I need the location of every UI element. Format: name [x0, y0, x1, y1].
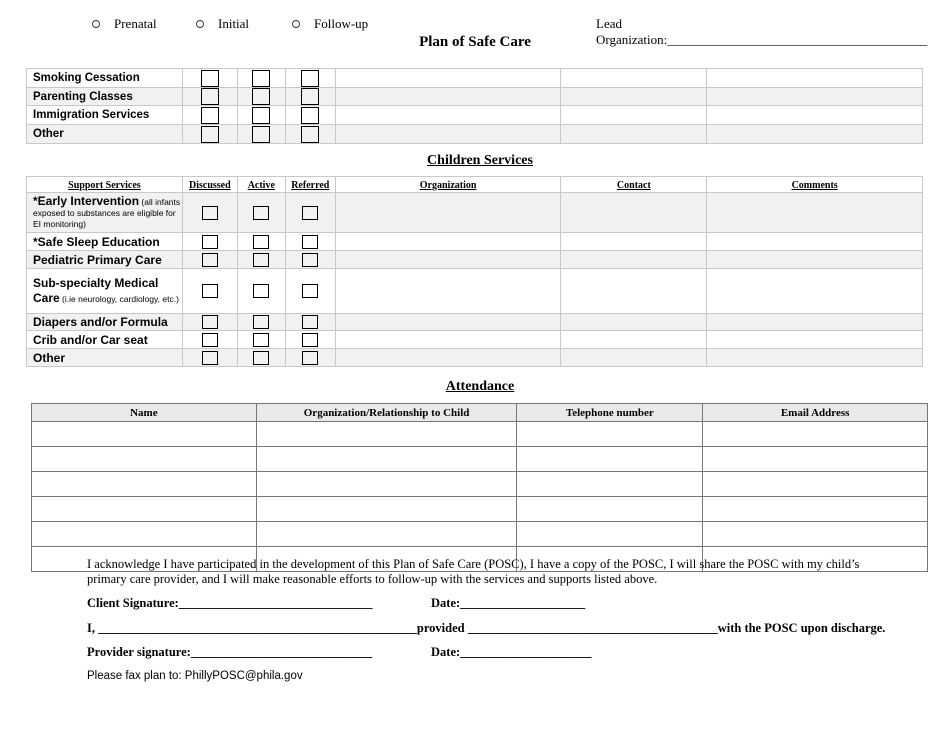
- children-services-table: [26, 176, 923, 367]
- followup-option[interactable]: Follow-up: [292, 16, 368, 32]
- organization-cell[interactable]: [335, 88, 561, 106]
- discussed-checkbox[interactable]: [202, 253, 218, 267]
- referred-checkbox[interactable]: [302, 253, 318, 267]
- name-cell[interactable]: [32, 422, 257, 447]
- column-header: Name: [32, 404, 257, 422]
- contact-cell[interactable]: [561, 251, 707, 269]
- contact-cell[interactable]: [561, 314, 707, 331]
- contact-cell[interactable]: [561, 349, 707, 367]
- organization-cell[interactable]: [335, 125, 561, 144]
- radio-icon: [196, 20, 204, 28]
- contact-cell[interactable]: [561, 331, 707, 349]
- active-checkbox[interactable]: [252, 88, 270, 105]
- table-row: [27, 125, 923, 144]
- parent-services-table: [26, 68, 923, 144]
- referred-checkbox[interactable]: [301, 126, 319, 143]
- client-date-field[interactable]: Date:____________________: [431, 596, 586, 610]
- discussed-checkbox[interactable]: [202, 351, 218, 365]
- relationship-cell[interactable]: [256, 447, 517, 472]
- discussed-checkbox[interactable]: [202, 284, 218, 298]
- discussed-checkbox[interactable]: [202, 206, 218, 220]
- name-cell[interactable]: [32, 472, 257, 497]
- service-label: *Safe Sleep Education: [33, 234, 160, 249]
- column-header: Organization: [335, 177, 561, 193]
- client-signature-field[interactable]: Client Signature:_______________________________: [87, 596, 373, 610]
- comments-cell[interactable]: [707, 69, 923, 88]
- active-checkbox[interactable]: [253, 315, 269, 329]
- column-header: Discussed: [182, 177, 237, 193]
- column-header: Telephone number: [517, 404, 703, 422]
- relationship-cell[interactable]: [256, 497, 517, 522]
- organization-cell[interactable]: [335, 251, 561, 269]
- table-row: [27, 269, 923, 314]
- service-label: Other: [27, 125, 183, 144]
- table-row: [27, 69, 923, 88]
- discussed-checkbox[interactable]: [202, 315, 218, 329]
- table-row: [27, 314, 923, 331]
- active-checkbox[interactable]: [252, 126, 270, 143]
- organization-cell[interactable]: [335, 349, 561, 367]
- table-row: [32, 522, 928, 547]
- active-checkbox[interactable]: [253, 253, 269, 267]
- table-row: [27, 251, 923, 269]
- attendance-title: Attendance: [445, 379, 515, 394]
- active-checkbox[interactable]: [252, 107, 270, 124]
- service-note: (i.ie neurology, cardiology, etc.): [59, 294, 179, 304]
- comments-cell[interactable]: [707, 314, 923, 331]
- referred-checkbox[interactable]: [301, 107, 319, 124]
- initial-option[interactable]: Initial: [196, 16, 249, 32]
- email-cell[interactable]: [703, 522, 928, 547]
- column-header: Comments: [707, 177, 923, 193]
- comments-cell[interactable]: [707, 269, 923, 314]
- contact-cell[interactable]: [561, 106, 707, 125]
- active-checkbox[interactable]: [253, 206, 269, 220]
- referred-checkbox[interactable]: [302, 333, 318, 347]
- comments-cell[interactable]: [707, 106, 923, 125]
- fax-instructions: Please fax plan to: PhillyPOSC@phila.gov: [87, 670, 303, 682]
- table-row: [27, 331, 923, 349]
- contact-cell[interactable]: [561, 88, 707, 106]
- contact-cell[interactable]: [561, 125, 707, 144]
- column-header: Referred: [285, 177, 335, 193]
- service-label: Crib and/or Car seat: [33, 332, 148, 347]
- referred-checkbox[interactable]: [302, 206, 318, 220]
- name-cell[interactable]: [32, 497, 257, 522]
- table-header-row: [32, 404, 928, 422]
- contact-cell[interactable]: [561, 193, 707, 233]
- service-label: *Early Intervention: [33, 193, 140, 208]
- discussed-checkbox[interactable]: [201, 70, 219, 87]
- table-row: [32, 422, 928, 447]
- service-label: Diapers and/or Formula: [33, 315, 168, 329]
- active-checkbox[interactable]: [253, 351, 269, 365]
- comments-cell[interactable]: [707, 349, 923, 367]
- table-row: [32, 497, 928, 522]
- discussed-checkbox[interactable]: [202, 333, 218, 347]
- column-header: Active: [237, 177, 285, 193]
- provider-statement: I, ___________________________________________________provided ________________________________________with the POSC upon discharge.: [87, 621, 886, 635]
- relationship-cell[interactable]: [256, 522, 517, 547]
- telephone-cell[interactable]: [517, 422, 703, 447]
- referred-checkbox[interactable]: [301, 88, 319, 105]
- name-field[interactable]: I, ___________________________________________________: [87, 621, 417, 635]
- active-checkbox[interactable]: [253, 284, 269, 298]
- referred-checkbox[interactable]: [302, 235, 318, 249]
- comments-cell[interactable]: [707, 233, 923, 251]
- prenatal-option[interactable]: Prenatal: [92, 16, 157, 32]
- children-services-title: Children Services: [427, 153, 533, 168]
- column-header: Support Services: [27, 177, 183, 193]
- telephone-cell[interactable]: [517, 522, 703, 547]
- discussed-checkbox[interactable]: [201, 126, 219, 143]
- discussed-checkbox[interactable]: [202, 235, 218, 249]
- column-header: Contact: [561, 177, 707, 193]
- column-header: Organization/Relationship to Child: [256, 404, 517, 422]
- table-row: [27, 106, 923, 125]
- referred-checkbox[interactable]: [302, 284, 318, 298]
- email-cell[interactable]: [703, 422, 928, 447]
- organization-cell[interactable]: [335, 314, 561, 331]
- active-checkbox[interactable]: [252, 70, 270, 87]
- name-cell[interactable]: [32, 522, 257, 547]
- table-header-row: [27, 177, 923, 193]
- organization-cell[interactable]: [335, 331, 561, 349]
- lead-organization-field[interactable]: Lead Organization:________________________________________: [596, 16, 928, 47]
- email-cell[interactable]: [703, 497, 928, 522]
- radio-icon: [92, 20, 100, 28]
- email-cell[interactable]: [703, 472, 928, 497]
- organization-cell[interactable]: [335, 233, 561, 251]
- organization-cell[interactable]: [335, 106, 561, 125]
- referred-checkbox[interactable]: [302, 351, 318, 365]
- active-checkbox[interactable]: [253, 235, 269, 249]
- organization-cell[interactable]: [335, 193, 561, 233]
- relationship-cell[interactable]: [256, 422, 517, 447]
- contact-cell[interactable]: [561, 233, 707, 251]
- contact-cell[interactable]: [561, 69, 707, 88]
- acknowledgement-text: I acknowledge I have participated in the development of this Plan of Safe Care (POSC), I have a copy of the POSC, I will share the POSC with my child’s primary care provider, and I will make reasonable efforts to follow-up with the services and supports listed above.: [87, 557, 860, 586]
- comments-cell[interactable]: [707, 193, 923, 233]
- comments-cell[interactable]: [707, 251, 923, 269]
- service-label: Sub-specialty Medical Care: [33, 276, 159, 305]
- table-row: [32, 472, 928, 497]
- column-header: Email Address: [703, 404, 928, 422]
- relationship-cell[interactable]: [256, 472, 517, 497]
- telephone-cell[interactable]: [517, 497, 703, 522]
- discussed-checkbox[interactable]: [201, 88, 219, 105]
- provider-signature-field[interactable]: Provider signature:_____________________________: [87, 645, 373, 659]
- service-label: Other: [33, 350, 66, 365]
- organization-cell[interactable]: [335, 269, 561, 314]
- provided-field[interactable]: provided ________________________________________: [416, 621, 718, 635]
- table-row: [27, 88, 923, 106]
- table-row: [27, 193, 923, 233]
- telephone-cell[interactable]: [517, 447, 703, 472]
- service-label: Smoking Cessation: [27, 69, 183, 88]
- radio-icon: [292, 20, 300, 28]
- service-note: (all infants exposed to substances are eligible for EI monitoring): [33, 196, 181, 229]
- table-row: [27, 349, 923, 367]
- comments-cell[interactable]: [707, 331, 923, 349]
- table-row: [27, 233, 923, 251]
- comments-cell[interactable]: [707, 88, 923, 106]
- active-checkbox[interactable]: [253, 333, 269, 347]
- contact-cell[interactable]: [561, 269, 707, 314]
- table-row: [32, 447, 928, 472]
- telephone-cell[interactable]: [517, 472, 703, 497]
- provider-date-field[interactable]: Date:_____________________: [431, 645, 592, 659]
- name-cell[interactable]: [32, 447, 257, 472]
- page-title: Plan of Safe Care: [419, 34, 531, 50]
- attendance-table: [31, 403, 928, 572]
- comments-cell[interactable]: [707, 125, 923, 144]
- email-cell[interactable]: [703, 447, 928, 472]
- referred-checkbox[interactable]: [301, 70, 319, 87]
- referred-checkbox[interactable]: [302, 315, 318, 329]
- service-label: Immigration Services: [27, 106, 183, 125]
- organization-cell[interactable]: [335, 69, 561, 88]
- discussed-checkbox[interactable]: [201, 107, 219, 124]
- service-label: Parenting Classes: [27, 88, 183, 106]
- service-label: Pediatric Primary Care: [33, 252, 162, 267]
